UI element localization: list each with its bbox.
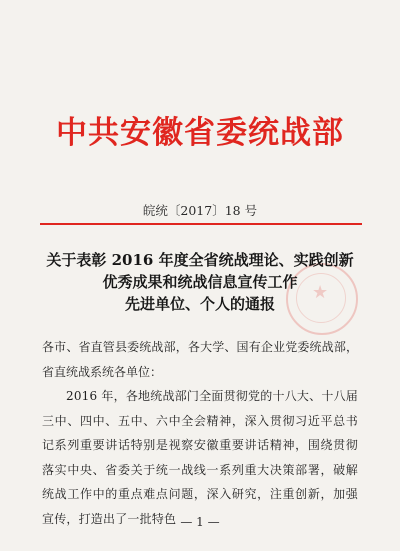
issuing-organization-header: 中共安徽省委统战部 [56, 115, 344, 151]
title-line-1: 关于表彰 2016 年度全省统战理论、实践创新 [46, 251, 354, 269]
title-line-3: 先进单位、个人的通报 [124, 295, 275, 313]
title-line-2: 优秀成果和统战信息宣传工作 [102, 273, 298, 291]
page-number: — 1 — [180, 515, 220, 529]
document-number: 皖统〔2017〕18 号 [142, 203, 258, 218]
addressee-line: 各市、省直管县委统战部，各大学、国有企业党委统战部，省直统战系统各单位： [42, 340, 358, 379]
document-body [42, 335, 358, 531]
red-separator-line [40, 223, 362, 225]
body-paragraph-1: 2016 年，各地统战部门全面贯彻党的十八大、十八届三中、四中、五中、六中全会精神，深入贯彻习近平总书记系列重要讲话特别是视察安徽重要讲话精神，围绕贯彻落实中央、省委关于统一战线一系列重大决策部署，破解统战工作中的重点难点问题，深入研究，注重创新，加强宣传，打造出了一批特色 [42, 389, 358, 526]
document-title [0, 249, 400, 315]
seal-star-icon: ★ [312, 282, 329, 303]
